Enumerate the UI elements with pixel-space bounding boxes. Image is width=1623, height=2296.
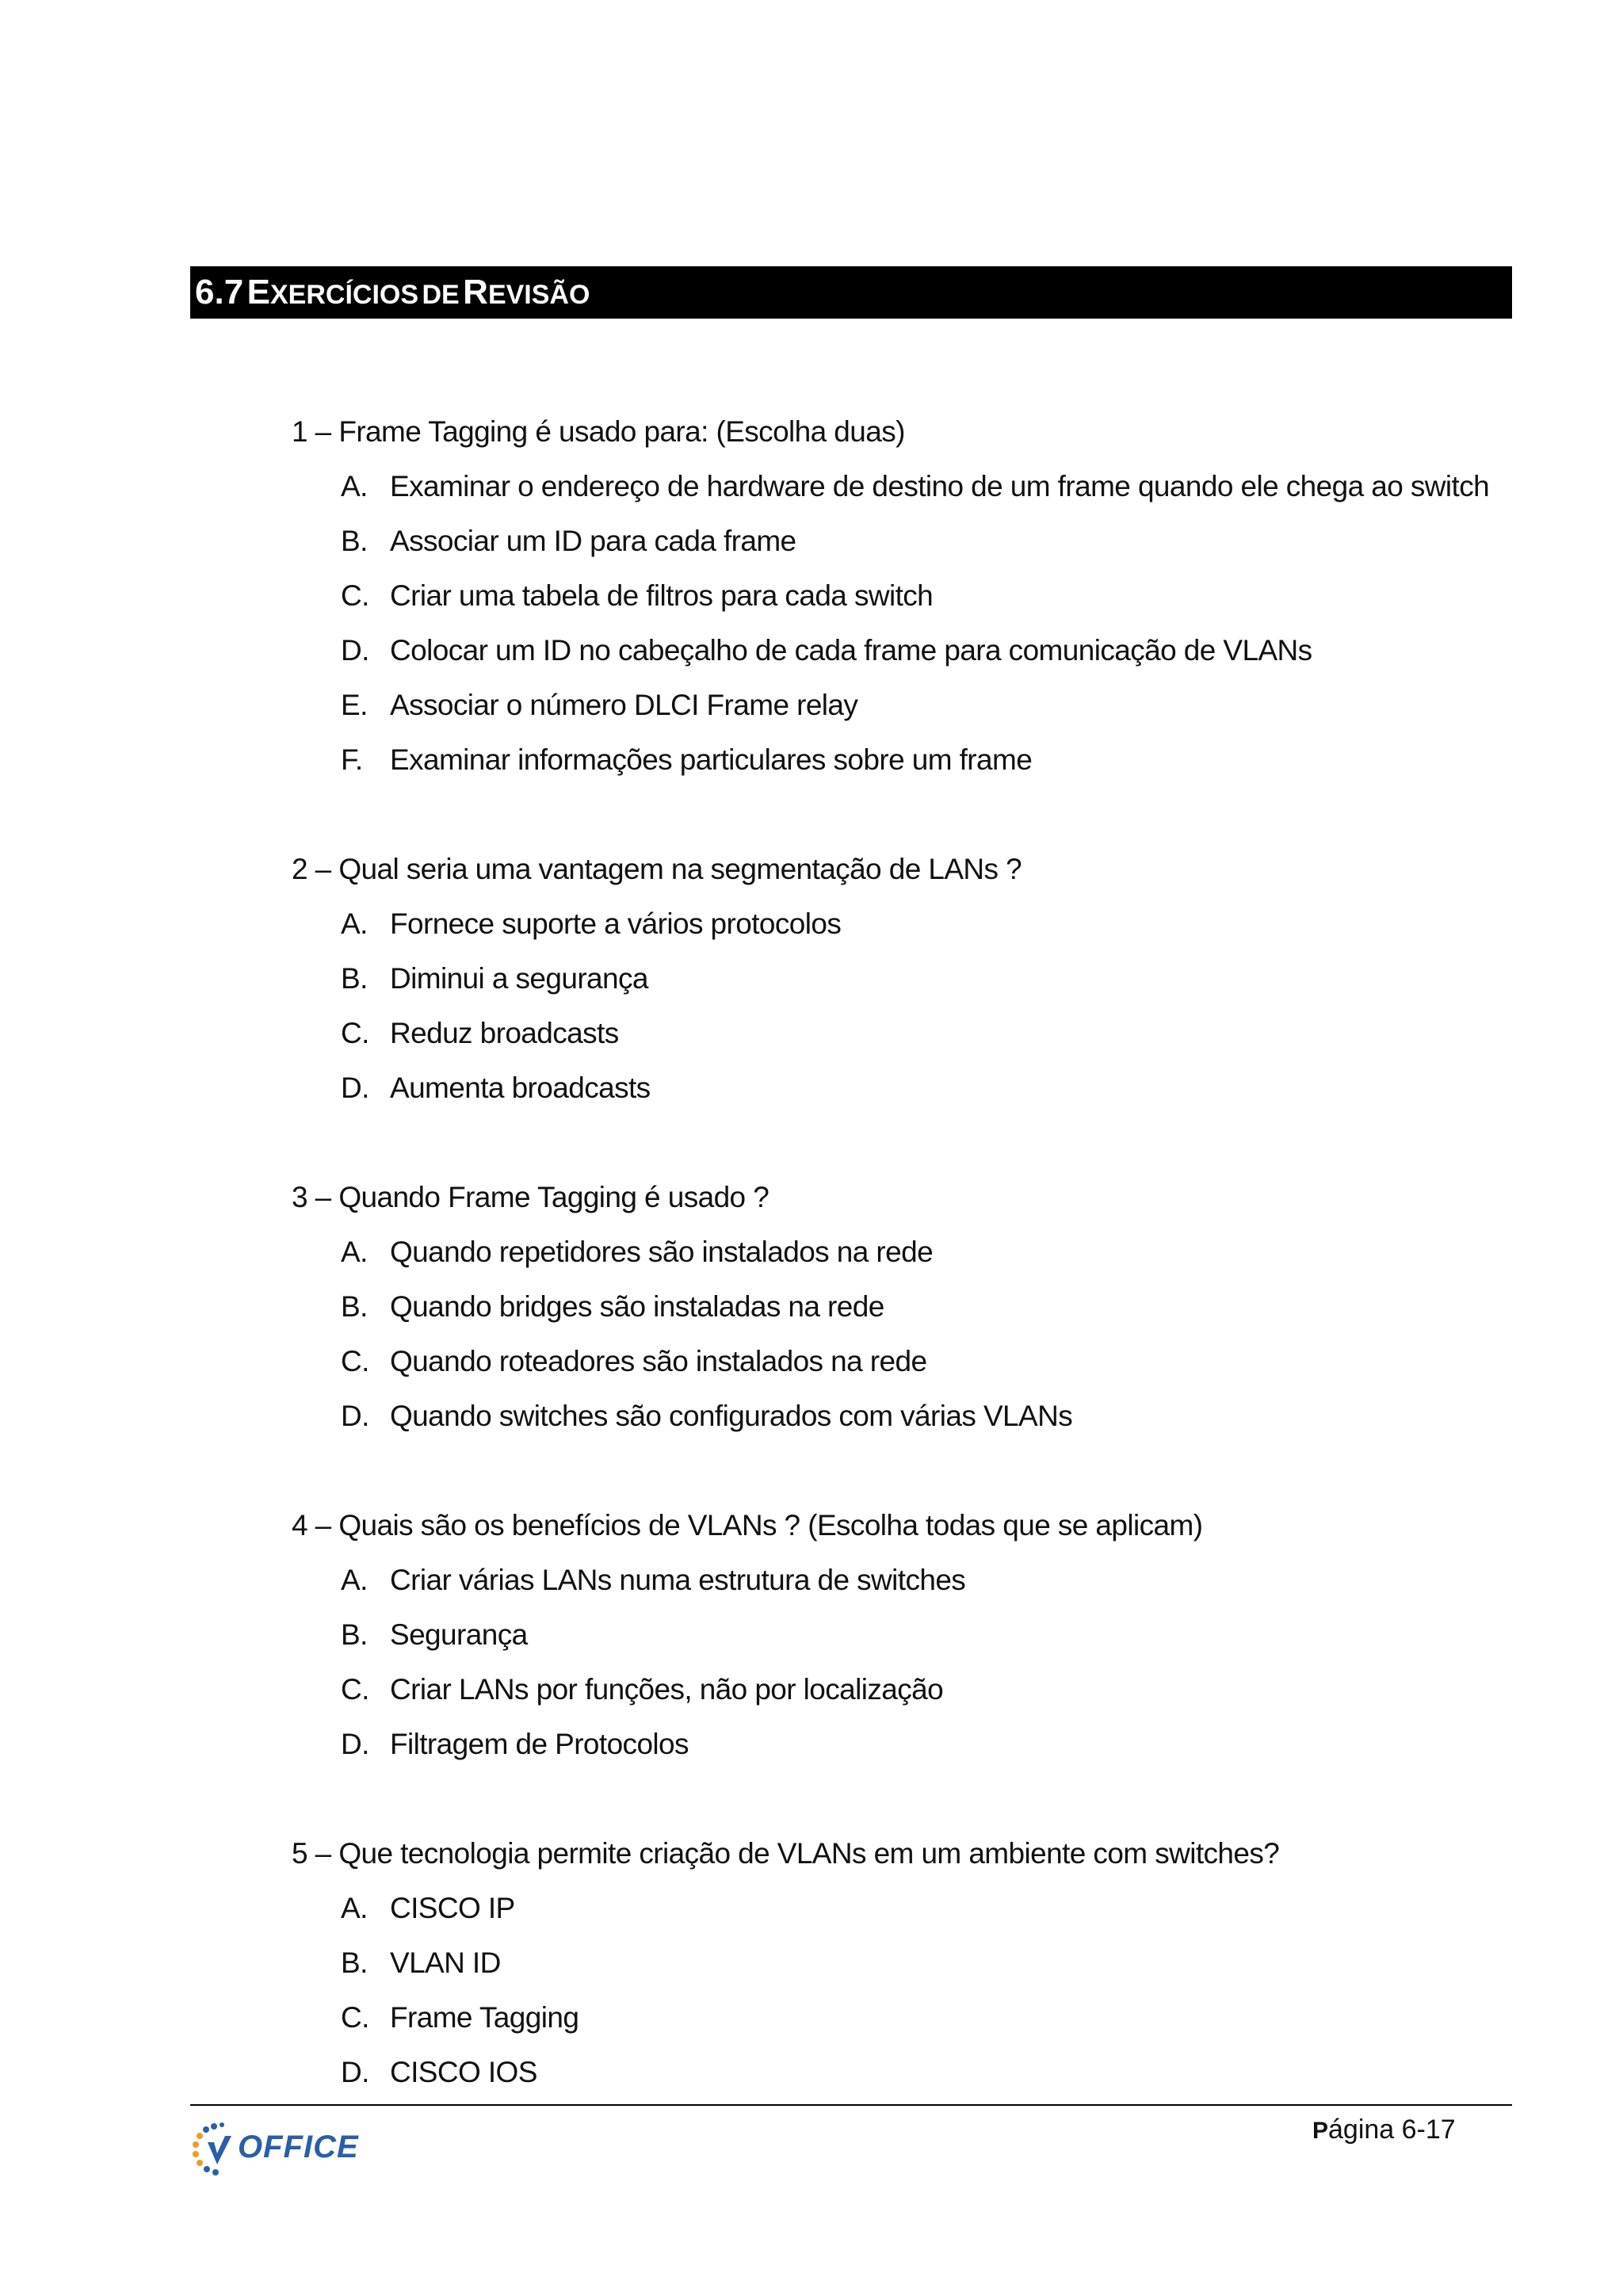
answer-option <box>292 459 1512 514</box>
option-letter: A. <box>341 907 368 940</box>
question-spacer <box>292 1771 1512 1826</box>
option-letter: B. <box>341 1618 368 1651</box>
option-letter: D. <box>341 634 369 667</box>
footer-divider <box>190 2104 1512 2106</box>
voffice-logo <box>190 2112 357 2191</box>
option-list <box>292 1881 1512 2099</box>
option-letter: B. <box>341 1946 368 1979</box>
option-letter: D. <box>341 1728 369 1760</box>
logo-text: OFFICE <box>238 2130 359 2164</box>
page-number <box>1312 2115 1456 2145</box>
question-block <box>292 1170 1512 1443</box>
option-text: Quando switches são configurados com várias VLANs <box>390 1400 1073 1432</box>
question-spacer <box>292 1115 1512 1170</box>
option-text: Criar uma tabela de filtros para cada switch <box>390 579 934 612</box>
answer-option <box>292 1662 1512 1717</box>
option-letter: C. <box>341 1673 369 1706</box>
page-prefix: P <box>1312 2118 1329 2144</box>
option-text: Aumenta broadcasts <box>390 1072 651 1104</box>
option-text: Quando roteadores são instalados na rede <box>390 1345 927 1377</box>
option-letter: B. <box>341 1290 368 1323</box>
answer-option <box>292 1990 1512 2045</box>
answer-option <box>292 1607 1512 1662</box>
option-letter: C. <box>341 1345 369 1377</box>
question-text: 1 – Frame Tagging é usado para: (Escolha duas) <box>292 415 905 448</box>
option-text: Associar um ID para cada frame <box>390 525 796 557</box>
answer-option <box>292 1881 1512 1935</box>
answer-option <box>292 1935 1512 1990</box>
option-text: Filtragem de Protocolos <box>390 1728 689 1760</box>
answer-option <box>292 1060 1512 1115</box>
answer-option <box>292 732 1512 787</box>
title-word-1: EXERCÍCIOS <box>246 273 419 311</box>
answer-option <box>292 951 1512 1006</box>
option-letter: A. <box>341 1236 368 1268</box>
option-text: CISCO IP <box>390 1892 515 1924</box>
option-list <box>292 459 1512 787</box>
question-text: 2 – Qual seria uma vantagem na segmentação de LANs ? <box>292 853 1022 885</box>
answer-option <box>292 896 1512 951</box>
question-block <box>292 1826 1512 2099</box>
answer-option <box>292 1334 1512 1389</box>
option-letter: B. <box>341 525 368 557</box>
option-letter: F. <box>341 743 363 776</box>
option-letter: D. <box>341 1072 369 1104</box>
answer-option <box>292 568 1512 623</box>
option-text: Examinar informações particulares sobre um frame <box>390 743 1033 776</box>
option-text: Quando repetidores são instalados na rede <box>390 1236 934 1268</box>
answer-option <box>292 2045 1512 2099</box>
section-number: 6.7 <box>195 273 244 311</box>
section-header <box>190 266 1512 319</box>
option-letter: A. <box>341 1892 368 1924</box>
answer-option <box>292 678 1512 732</box>
option-letter: C. <box>341 579 369 612</box>
answer-option <box>292 623 1512 678</box>
option-letter: A. <box>341 1564 368 1596</box>
option-text: VLAN ID <box>390 1946 501 1979</box>
title-word-2: DE <box>422 280 460 310</box>
answer-option <box>292 1389 1512 1443</box>
question-block <box>292 1498 1512 1771</box>
answer-option <box>292 1224 1512 1279</box>
question-text: 3 – Quando Frame Tagging é usado ? <box>292 1181 769 1213</box>
question-spacer <box>292 1443 1512 1498</box>
answer-option <box>292 1006 1512 1060</box>
page-label: ágina 6-17 <box>1328 2115 1456 2145</box>
option-letter: A. <box>341 470 368 502</box>
title-word-3: REVISÃO <box>463 273 590 311</box>
option-list <box>292 896 1512 1115</box>
section-title <box>246 273 590 311</box>
option-text: Diminui a segurança <box>390 962 648 995</box>
question-spacer <box>292 787 1512 842</box>
question-text: 4 – Quais são os benefícios de VLANs ? (Escolha todas que se aplicam) <box>292 1509 1203 1541</box>
option-text: Examinar o endereço de hardware de destino de um frame quando ele chega ao switch <box>390 470 1490 502</box>
option-letter: C. <box>341 1017 369 1049</box>
option-list <box>292 1553 1512 1771</box>
question-block <box>292 404 1512 787</box>
option-text: Criar LANs por funções, não por localização <box>390 1673 944 1706</box>
option-text: Criar várias LANs numa estrutura de switches <box>390 1564 966 1596</box>
option-letter: E. <box>341 689 368 721</box>
option-letter: D. <box>341 1400 369 1432</box>
option-letter: C. <box>341 2001 369 2034</box>
answer-option <box>292 1553 1512 1607</box>
option-text: Associar o número DLCI Frame relay <box>390 689 858 721</box>
option-text: CISCO IOS <box>390 2056 537 2088</box>
question-list <box>292 404 1512 2099</box>
option-text: Colocar um ID no cabeçalho de cada frame para comunicação de VLANs <box>390 634 1312 667</box>
option-text: Frame Tagging <box>390 2001 579 2034</box>
question-text: 5 – Que tecnologia permite criação de VLANs em um ambiente com switches? <box>292 1837 1280 1870</box>
answer-option <box>292 514 1512 568</box>
option-text: Fornece suporte a vários protocolos <box>390 907 842 940</box>
option-text: Segurança <box>390 1618 528 1651</box>
option-text: Reduz broadcasts <box>390 1017 619 1049</box>
option-letter: D. <box>341 2056 369 2088</box>
answer-option <box>292 1717 1512 1771</box>
option-list <box>292 1224 1512 1443</box>
answer-option <box>292 1279 1512 1334</box>
option-letter: B. <box>341 962 368 995</box>
question-block <box>292 842 1512 1115</box>
option-text: Quando bridges são instaladas na rede <box>390 1290 884 1323</box>
